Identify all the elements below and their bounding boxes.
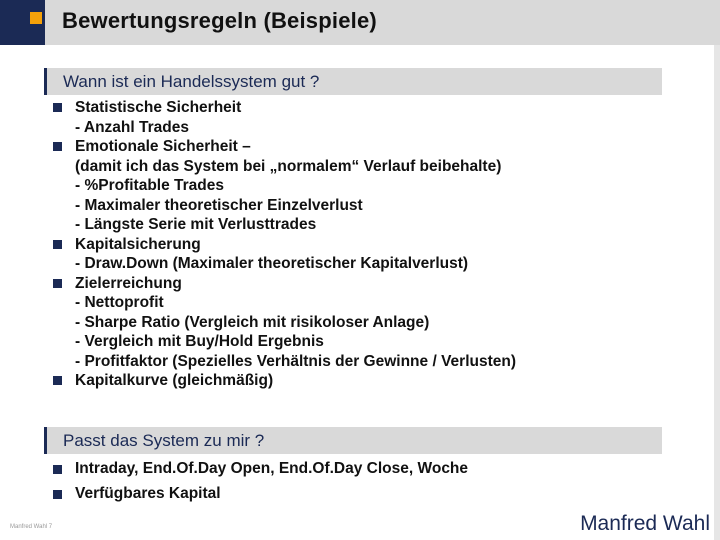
footer-brand: Manfred Wahl bbox=[580, 512, 710, 535]
bullet-text: Kapitalkurve (gleichmäßig) bbox=[75, 372, 274, 389]
bullet-subline: - Nettoprofit bbox=[75, 294, 164, 311]
bullet-list-2 bbox=[44, 457, 468, 506]
bullet-item bbox=[44, 137, 516, 235]
square-bullet-icon bbox=[53, 279, 62, 288]
bullet-text: Intraday, End.Of.Day Open, End.Of.Day Close, Woche bbox=[75, 460, 469, 477]
section-title-1: Wann ist ein Handelssystem gut ? bbox=[63, 72, 320, 91]
bullet-text: Emotionale Sicherheit – bbox=[75, 138, 251, 155]
bullet-item bbox=[44, 482, 468, 507]
bullet-item bbox=[44, 457, 468, 482]
bullet-item bbox=[44, 274, 516, 372]
section-title-2: Passt das System zu mir ? bbox=[63, 431, 265, 450]
bullet-text: Kapitalsicherung bbox=[75, 235, 201, 253]
bullet-item bbox=[44, 235, 516, 274]
bullet-subline: - Maximaler theoretischer Einzelverlust bbox=[75, 196, 363, 214]
bullet-subline: - Sharpe Ratio (Vergleich mit risikoloser Anlage) bbox=[75, 313, 430, 331]
orange-square-icon bbox=[30, 12, 42, 24]
bullet-text: Zielerreichung bbox=[75, 274, 182, 292]
footer-small-text: Manfred Wahl 7 bbox=[10, 524, 53, 530]
square-bullet-icon bbox=[53, 142, 62, 151]
bullet-text: Statistische Sicherheit bbox=[75, 99, 242, 116]
bullet-subline: - Profitfaktor (Spezielles Verhältnis der Gewinne / Verlusten) bbox=[75, 352, 517, 370]
page-title: Bewertungsregeln (Beispiele) bbox=[62, 8, 377, 33]
bullet-subline: - Anzahl Trades bbox=[75, 118, 189, 136]
bullet-item bbox=[44, 371, 516, 391]
square-bullet-icon bbox=[53, 103, 62, 112]
right-edge-strip bbox=[714, 45, 720, 540]
bullet-subline: - Längste Serie mit Verlusttrades bbox=[75, 216, 317, 233]
bullet-list-1 bbox=[44, 98, 516, 391]
bullet-subline: - %Profitable Trades bbox=[75, 177, 225, 194]
bullet-item bbox=[44, 98, 516, 137]
bullet-subline: - Draw.Down (Maximaler theoretischer Kapitalverlust) bbox=[75, 255, 469, 272]
square-bullet-icon bbox=[53, 465, 62, 474]
square-bullet-icon bbox=[53, 376, 62, 385]
square-bullet-icon bbox=[53, 490, 62, 499]
bullet-text: Verfügbares Kapital bbox=[75, 484, 221, 502]
bullet-subline: (damit ich das System bei „normalem“ Verlauf beibehalte) bbox=[75, 157, 502, 175]
bullet-subline: - Vergleich mit Buy/Hold Ergebnis bbox=[75, 333, 324, 350]
square-bullet-icon bbox=[53, 240, 62, 249]
